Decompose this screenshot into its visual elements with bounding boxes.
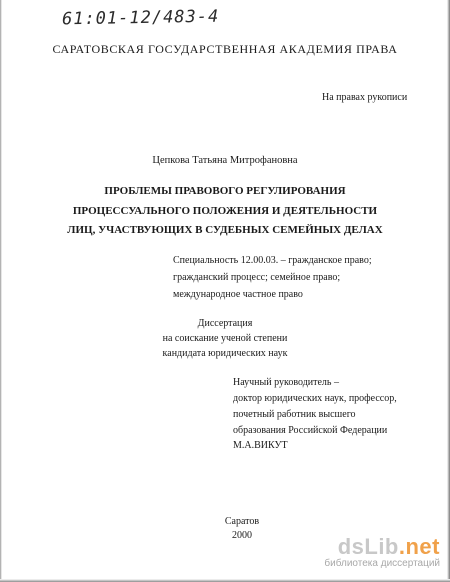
dissertation-line: на соискание ученой степени	[162, 333, 288, 344]
academy-name: САРАТОВСКАЯ ГОСУДАРСТВЕННАЯ АКАДЕМИЯ ПРАВА	[52, 42, 398, 56]
specialty-line: Специальность 12.00.03. – гражданское право;	[173, 255, 372, 266]
dslib-subtitle: библиотека диссертаций	[324, 558, 440, 569]
handwritten-archive-code: 61:01-12/483-4	[61, 6, 220, 30]
dslib-watermark[interactable]	[324, 536, 440, 570]
manuscript-rights-note: На правах рукописи	[322, 92, 408, 103]
supervisor-line: образования Российской Федерации	[233, 425, 388, 436]
supervisor-name: М.А.ВИКУТ	[233, 440, 288, 451]
dslib-logo-tld: .net	[398, 534, 440, 559]
dissertation-line: Диссертация	[197, 318, 253, 329]
dslib-logo	[324, 536, 440, 558]
supervisor-line: Научный руководитель –	[233, 377, 339, 388]
specialty-line: гражданский процесс; семейное право;	[173, 272, 341, 283]
title-line: ЛИЦ, УЧАСТВУЮЩИХ В СУДЕБНЫХ СЕМЕЙНЫХ ДЕЛАХ	[67, 224, 383, 236]
year: 2000	[232, 530, 252, 541]
title-line: ПРОЦЕССУАЛЬНОГО ПОЛОЖЕНИЯ И ДЕЯТЕЛЬНОСТИ	[72, 205, 378, 217]
author-name: Цепкова Татьяна Митрофановна	[152, 155, 298, 166]
city: Саратов	[224, 516, 260, 527]
supervisor-line: доктор юридических наук, профессор,	[233, 393, 397, 404]
specialty-line: международное частное право	[173, 289, 303, 300]
title-line: ПРОБЛЕМЫ ПРАВОВОГО РЕГУЛИРОВАНИЯ	[104, 185, 346, 197]
scan-edge-left	[0, 0, 2, 582]
supervisor-line: почетный работник высшего	[233, 409, 356, 420]
dslib-logo-main: dsLib	[337, 534, 399, 559]
dissertation-line: кандидата юридических наук	[162, 348, 288, 359]
